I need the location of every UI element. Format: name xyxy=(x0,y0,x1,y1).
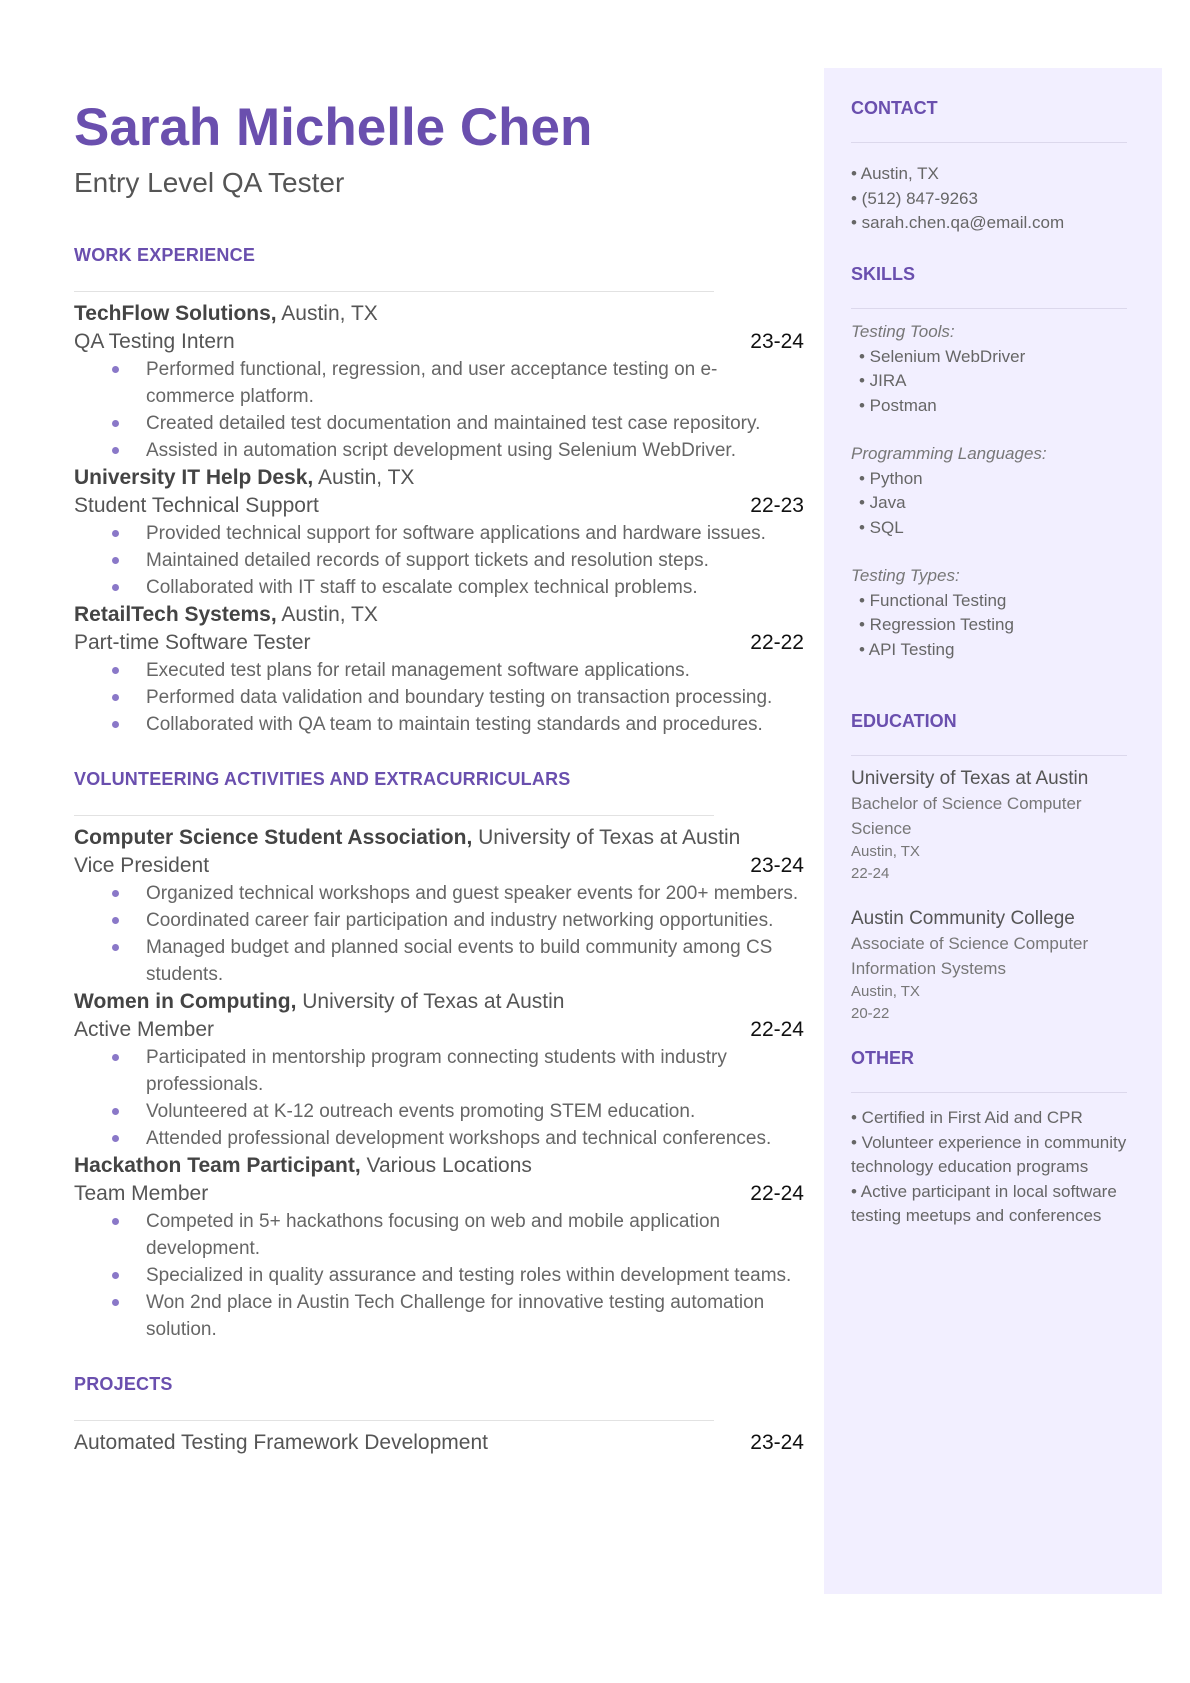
main-column xyxy=(74,96,804,1457)
org-location: Austin, TX xyxy=(276,302,378,325)
entry-header xyxy=(74,601,804,629)
school-name: University of Texas at Austin xyxy=(851,768,1089,789)
other-item: • Volunteer experience in community technology education programs xyxy=(851,1132,1127,1176)
org-location: Austin, TX xyxy=(276,603,378,626)
bullet-list xyxy=(74,1044,804,1152)
bullet-list xyxy=(74,1208,804,1343)
contact-heading: CONTACT xyxy=(851,98,938,118)
bullet-item: Attended professional development workshops and technical conferences. xyxy=(146,1125,804,1152)
skill-items xyxy=(851,467,1047,541)
role-title: Active Member xyxy=(74,1018,215,1041)
bullet-item: Specialized in quality assurance and testing roles within development teams. xyxy=(146,1262,804,1289)
role-title: QA Testing Intern xyxy=(74,330,235,353)
project-row xyxy=(74,1429,804,1457)
bullet-item: Participated in mentorship program connecting students with industry professionals. xyxy=(146,1044,804,1098)
bullet-list xyxy=(74,880,804,988)
skill-item: • Postman xyxy=(859,395,937,415)
divider xyxy=(851,142,1127,143)
skill-category: Testing Tools: xyxy=(851,322,955,341)
entry-header xyxy=(74,988,804,1016)
degree: Associate of Science Computer Information Systems xyxy=(851,934,1089,978)
date-range: 23-24 xyxy=(750,854,804,877)
other-item: • Active participant in local software testing meetups and conferences xyxy=(851,1181,1117,1225)
skills-heading: SKILLS xyxy=(851,264,916,284)
contact-list xyxy=(851,162,1064,236)
education-heading: EDUCATION xyxy=(851,711,957,731)
volunteer-entry xyxy=(74,1152,804,1343)
skill-item: • JIRA xyxy=(859,371,907,390)
date-range: 23-24 xyxy=(750,330,804,353)
org-location: Austin, TX xyxy=(313,466,415,489)
volunteering-section xyxy=(74,768,804,1343)
bullet-list xyxy=(74,356,804,464)
divider xyxy=(851,755,1127,756)
role-row xyxy=(74,492,804,520)
bullet-item: Collaborated with IT staff to escalate complex technical problems. xyxy=(146,574,804,601)
role-title: Team Member xyxy=(74,1182,209,1205)
skill-item: • Selenium WebDriver xyxy=(859,346,1026,366)
skills-list xyxy=(851,320,1047,662)
entry-header xyxy=(74,300,804,328)
bullet-item: Competed in 5+ hackathons focusing on web and mobile application development. xyxy=(146,1208,804,1262)
date-range: 23-24 xyxy=(750,1431,804,1454)
sidebar xyxy=(824,68,1162,1594)
school-name: Austin Community College xyxy=(851,908,1075,929)
education-entry xyxy=(851,766,1127,885)
date-range: 22-22 xyxy=(750,631,804,654)
role-row xyxy=(74,328,804,356)
bullet-item: Managed budget and planned social events to build community among CS students. xyxy=(146,934,804,988)
date-range: 22-24 xyxy=(750,1182,804,1205)
skill-items xyxy=(851,589,1047,663)
org-location: Various Locations xyxy=(360,1154,532,1177)
volunteering-heading: VOLUNTEERING ACTIVITIES AND EXTRACURRICULARS xyxy=(74,769,571,789)
bullet-item: Performed functional, regression, and user acceptance testing on e-commerce platform. xyxy=(146,356,804,410)
skill-item: • Functional Testing xyxy=(859,590,1007,610)
date-range: 22-24 xyxy=(851,865,890,882)
role-row xyxy=(74,1016,804,1044)
org-name: TechFlow Solutions, xyxy=(74,302,277,325)
skill-category: Programming Languages: xyxy=(851,444,1047,463)
skill-item: • Java xyxy=(859,493,906,512)
date-range: 22-23 xyxy=(750,494,804,517)
entry-header xyxy=(74,1152,804,1180)
bullet-item: Executed test plans for retail management software applications. xyxy=(146,657,804,684)
date-range: 22-24 xyxy=(750,1018,804,1041)
divider xyxy=(74,815,714,816)
projects-section xyxy=(74,1373,804,1457)
bullet-item: Collaborated with QA team to maintain testing standards and procedures. xyxy=(146,711,804,738)
bullet-item: Performed data validation and boundary testing on transaction processing. xyxy=(146,684,804,711)
projects-heading: PROJECTS xyxy=(74,1374,173,1394)
bullet-item: Won 2nd place in Austin Tech Challenge for innovative testing automation solution. xyxy=(146,1289,804,1343)
org-location: University of Texas at Austin xyxy=(472,826,741,849)
bullet-item: Coordinated career fair participation and industry networking opportunities. xyxy=(146,907,804,934)
bullet-item: Organized technical workshops and guest speaker events for 200+ members. xyxy=(146,880,804,907)
bullet-item: Provided technical support for software applications and hardware issues. xyxy=(146,520,804,547)
entry-header xyxy=(74,824,804,852)
org-name: Women in Computing, xyxy=(74,990,297,1013)
job-title: Entry Level QA Tester xyxy=(74,167,345,198)
bullet-item: Volunteered at K-12 outreach events promoting STEM education. xyxy=(146,1098,804,1125)
role-row xyxy=(74,1180,804,1208)
skill-item: • Regression Testing xyxy=(859,615,1014,634)
volunteer-entry xyxy=(74,824,804,988)
divider xyxy=(74,291,714,292)
contact-phone[interactable]: • (512) 847-9263 xyxy=(851,188,978,208)
project-name: Automated Testing Framework Development xyxy=(74,1431,488,1454)
contact-location: • Austin, TX xyxy=(851,164,939,183)
skill-item: • SQL xyxy=(859,517,904,537)
other-heading: OTHER xyxy=(851,1048,914,1068)
work-experience-heading: WORK EXPERIENCE xyxy=(74,245,256,265)
org-name: University IT Help Desk, xyxy=(74,466,314,489)
bullet-item: Created detailed test documentation and maintained test case repository. xyxy=(146,410,804,437)
school-location: Austin, TX xyxy=(851,983,920,1000)
entry-header xyxy=(74,464,804,492)
work-experience-section xyxy=(74,244,804,738)
work-entry xyxy=(74,300,804,464)
candidate-name: Sarah Michelle Chen xyxy=(74,98,593,157)
org-name: RetailTech Systems, xyxy=(74,603,277,626)
role-title: Part-time Software Tester xyxy=(74,631,311,654)
bullet-list xyxy=(74,520,804,601)
date-range: 20-22 xyxy=(851,1005,890,1022)
role-row xyxy=(74,629,804,657)
skill-item: • Python xyxy=(859,468,923,488)
skill-items xyxy=(851,345,1047,419)
skill-item: • API Testing xyxy=(859,639,955,659)
org-location: University of Texas at Austin xyxy=(296,990,565,1013)
divider xyxy=(851,308,1127,309)
role-row xyxy=(74,852,804,880)
skill-category: Testing Types: xyxy=(851,566,960,585)
contact-email[interactable]: • sarah.chen.qa@email.com xyxy=(851,213,1065,232)
degree: Bachelor of Science Computer Science xyxy=(851,794,1082,838)
education-entry xyxy=(851,906,1127,1025)
volunteer-entry xyxy=(74,988,804,1152)
bullet-item: Assisted in automation script development using Selenium WebDriver. xyxy=(146,437,804,464)
work-entry xyxy=(74,601,804,738)
school-location: Austin, TX xyxy=(851,843,920,860)
role-title: Vice President xyxy=(74,854,210,877)
bullet-item: Maintained detailed records of support tickets and resolution steps. xyxy=(146,547,804,574)
bullet-list xyxy=(74,657,804,738)
divider xyxy=(74,1420,714,1421)
other-list xyxy=(851,1106,1127,1229)
org-name: Computer Science Student Association, xyxy=(74,826,473,849)
other-item: • Certified in First Aid and CPR xyxy=(851,1108,1083,1127)
work-entry xyxy=(74,464,804,601)
divider xyxy=(851,1092,1127,1093)
org-name: Hackathon Team Participant, xyxy=(74,1154,361,1177)
role-title: Student Technical Support xyxy=(74,494,319,517)
